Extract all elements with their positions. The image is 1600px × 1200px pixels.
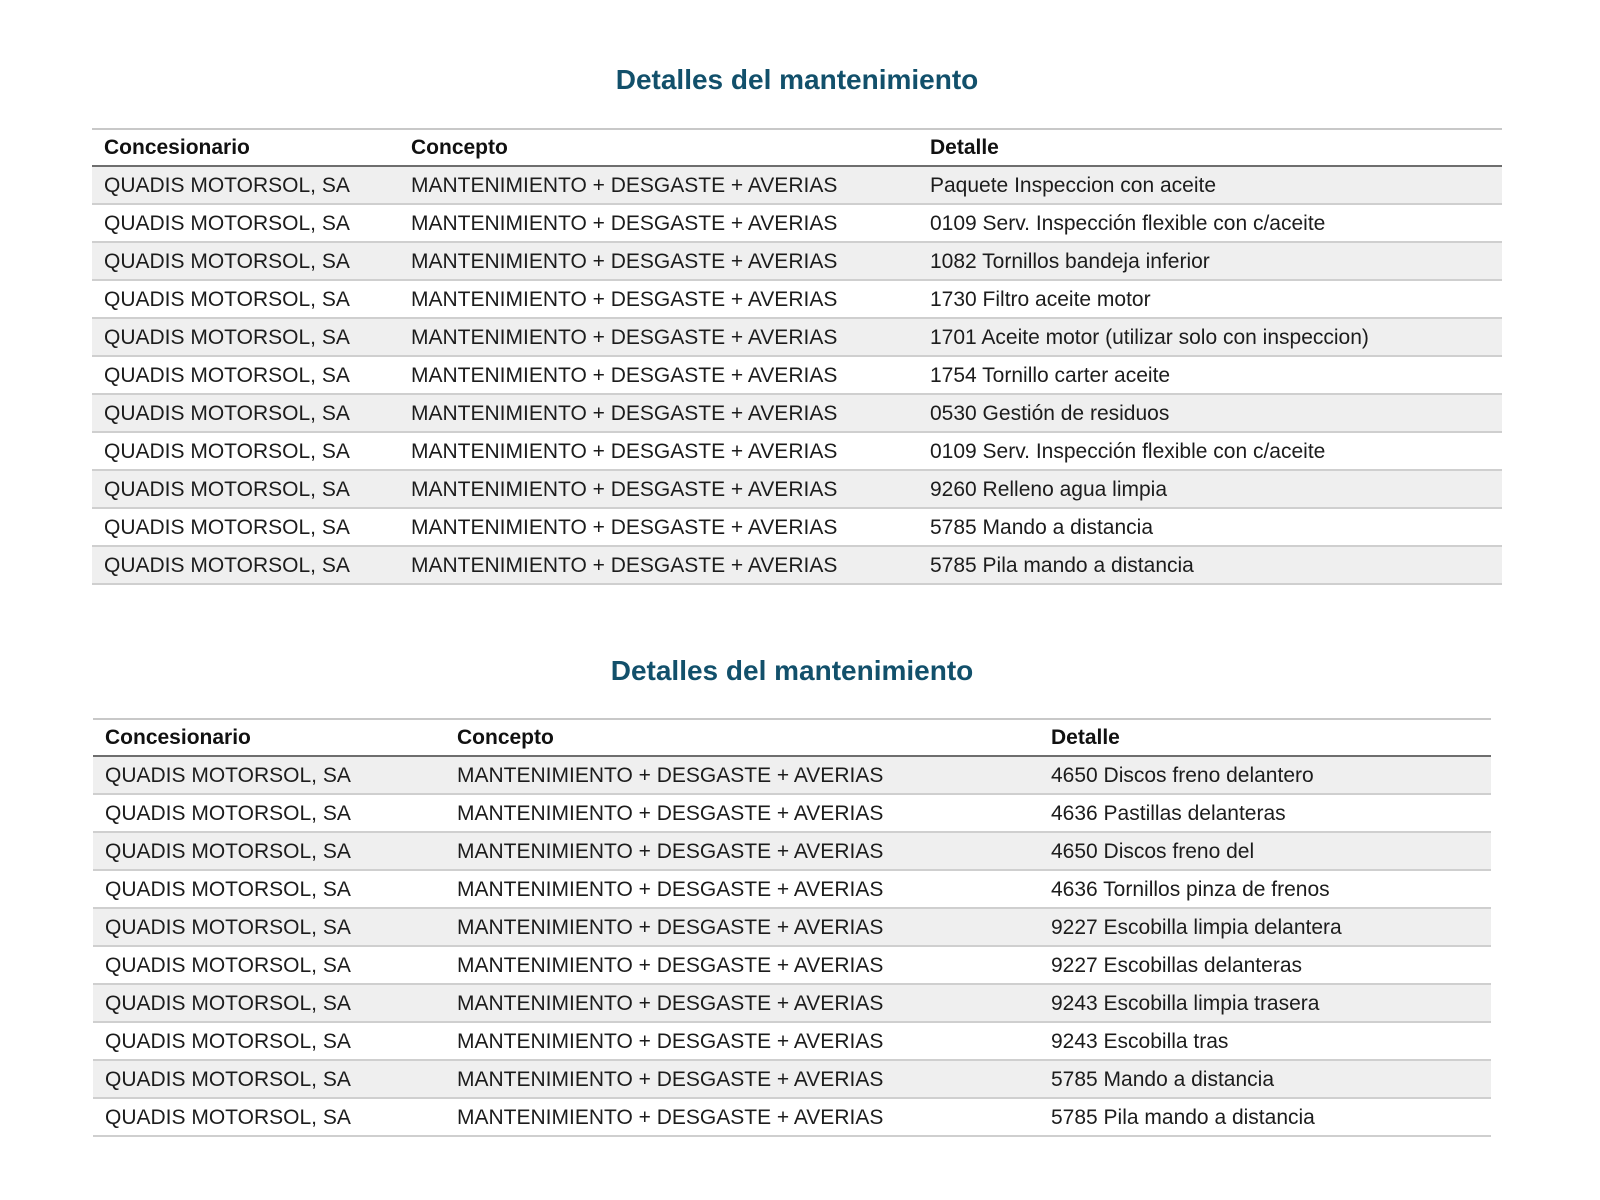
cell-concepto: MANTENIMIENTO + DESGASTE + AVERIAS (411, 515, 838, 539)
cell-detalle: 9227 Escobilla limpia delantera (1051, 915, 1342, 939)
table-row (93, 1098, 1491, 1136)
cell-concepto: MANTENIMIENTO + DESGASTE + AVERIAS (411, 401, 838, 425)
cell-concepto: MANTENIMIENTO + DESGASTE + AVERIAS (411, 249, 838, 273)
cell-concepto: MANTENIMIENTO + DESGASTE + AVERIAS (457, 839, 884, 863)
maintenance-table-2 (93, 718, 1491, 1137)
table-row (93, 984, 1491, 1022)
cell-concesionario: QUADIS MOTORSOL, SA (104, 363, 350, 387)
cell-concepto: MANTENIMIENTO + DESGASTE + AVERIAS (457, 1105, 884, 1129)
cell-concesionario: QUADIS MOTORSOL, SA (104, 439, 350, 463)
cell-concesionario: QUADIS MOTORSOL, SA (104, 401, 350, 425)
maintenance-table-1 (92, 128, 1502, 585)
cell-detalle: 1701 Aceite motor (utilizar solo con inspeccion) (930, 325, 1369, 349)
cell-concesionario: QUADIS MOTORSOL, SA (104, 211, 350, 235)
column-header-concepto: Concepto (411, 136, 508, 159)
cell-concepto: MANTENIMIENTO + DESGASTE + AVERIAS (411, 553, 838, 577)
cell-concesionario: QUADIS MOTORSOL, SA (105, 801, 351, 825)
table-row (92, 508, 1502, 546)
table-row (92, 166, 1502, 204)
cell-detalle: 0109 Serv. Inspección flexible con c/aceite (930, 211, 1326, 235)
cell-concepto: MANTENIMIENTO + DESGASTE + AVERIAS (411, 363, 838, 387)
cell-concepto: MANTENIMIENTO + DESGASTE + AVERIAS (411, 325, 838, 349)
cell-detalle: 9260 Relleno agua limpia (930, 477, 1167, 501)
cell-concesionario: QUADIS MOTORSOL, SA (105, 1105, 351, 1129)
cell-concesionario: QUADIS MOTORSOL, SA (104, 287, 350, 311)
cell-concesionario: QUADIS MOTORSOL, SA (105, 877, 351, 901)
table-row (92, 204, 1502, 242)
cell-concesionario: QUADIS MOTORSOL, SA (105, 1029, 351, 1053)
cell-detalle: 5785 Pila mando a distancia (1051, 1105, 1315, 1129)
cell-concepto: MANTENIMIENTO + DESGASTE + AVERIAS (411, 211, 838, 235)
cell-detalle: 0109 Serv. Inspección flexible con c/aceite (930, 439, 1326, 463)
cell-detalle: 4636 Tornillos pinza de frenos (1051, 877, 1330, 901)
cell-detalle: 4636 Pastillas delanteras (1051, 801, 1286, 825)
cell-concepto: MANTENIMIENTO + DESGASTE + AVERIAS (457, 801, 884, 825)
cell-detalle: 4650 Discos freno del (1051, 839, 1255, 863)
column-header-concesionario: Concesionario (104, 136, 250, 159)
cell-detalle: 5785 Mando a distancia (930, 515, 1153, 539)
cell-concesionario: QUADIS MOTORSOL, SA (105, 991, 351, 1015)
table-header-row (93, 719, 1491, 756)
column-header-detalle: Detalle (930, 136, 999, 159)
cell-detalle: 9243 Escobilla limpia trasera (1051, 991, 1320, 1015)
cell-detalle: 1754 Tornillo carter aceite (930, 363, 1171, 387)
cell-concesionario: QUADIS MOTORSOL, SA (105, 1067, 351, 1091)
cell-concepto: MANTENIMIENTO + DESGASTE + AVERIAS (411, 439, 838, 463)
column-header-concepto: Concepto (457, 726, 554, 749)
cell-concesionario: QUADIS MOTORSOL, SA (104, 553, 350, 577)
cell-concepto: MANTENIMIENTO + DESGASTE + AVERIAS (457, 991, 884, 1015)
cell-concepto: MANTENIMIENTO + DESGASTE + AVERIAS (457, 763, 884, 787)
cell-detalle: 0530 Gestión de residuos (930, 401, 1170, 425)
table-row (93, 908, 1491, 946)
cell-detalle: Paquete Inspeccion con aceite (930, 173, 1217, 197)
cell-concesionario: QUADIS MOTORSOL, SA (104, 173, 350, 197)
cell-concepto: MANTENIMIENTO + DESGASTE + AVERIAS (411, 477, 838, 501)
table-row (92, 546, 1502, 584)
table-row (92, 356, 1502, 394)
cell-concesionario: QUADIS MOTORSOL, SA (105, 839, 351, 863)
cell-concesionario: QUADIS MOTORSOL, SA (104, 249, 350, 273)
cell-detalle: 9227 Escobillas delanteras (1051, 953, 1302, 977)
cell-concesionario: QUADIS MOTORSOL, SA (105, 915, 351, 939)
cell-concepto: MANTENIMIENTO + DESGASTE + AVERIAS (457, 877, 884, 901)
cell-detalle: 1082 Tornillos bandeja inferior (930, 249, 1210, 273)
cell-concesionario: QUADIS MOTORSOL, SA (104, 325, 350, 349)
table-row (93, 832, 1491, 870)
cell-concepto: MANTENIMIENTO + DESGASTE + AVERIAS (457, 915, 884, 939)
cell-detalle: 5785 Pila mando a distancia (930, 553, 1194, 577)
cell-concepto: MANTENIMIENTO + DESGASTE + AVERIAS (457, 953, 884, 977)
cell-detalle: 4650 Discos freno delantero (1051, 763, 1314, 787)
table-row (93, 870, 1491, 908)
column-header-concesionario: Concesionario (105, 726, 251, 749)
table-body (93, 756, 1491, 1136)
table-row (93, 756, 1491, 794)
section-title: Detalles del mantenimiento (610, 655, 974, 686)
cell-concepto: MANTENIMIENTO + DESGASTE + AVERIAS (411, 287, 838, 311)
cell-concepto: MANTENIMIENTO + DESGASTE + AVERIAS (411, 173, 838, 197)
table-row (93, 946, 1491, 984)
table-row (92, 242, 1502, 280)
table-row (92, 432, 1502, 470)
table-row (93, 1060, 1491, 1098)
cell-concesionario: QUADIS MOTORSOL, SA (105, 953, 351, 977)
table-header-row (92, 129, 1502, 166)
table-body (92, 166, 1502, 584)
table-row (92, 470, 1502, 508)
cell-concesionario: QUADIS MOTORSOL, SA (104, 477, 350, 501)
cell-detalle: 1730 Filtro aceite motor (930, 287, 1151, 311)
cell-concepto: MANTENIMIENTO + DESGASTE + AVERIAS (457, 1029, 884, 1053)
cell-detalle: 9243 Escobilla tras (1051, 1029, 1229, 1053)
column-header-detalle: Detalle (1051, 726, 1120, 749)
table-row (93, 794, 1491, 832)
cell-concesionario: QUADIS MOTORSOL, SA (104, 515, 350, 539)
cell-concesionario: QUADIS MOTORSOL, SA (105, 763, 351, 787)
section-title: Detalles del mantenimiento (615, 64, 979, 95)
table-row (92, 280, 1502, 318)
cell-concepto: MANTENIMIENTO + DESGASTE + AVERIAS (457, 1067, 884, 1091)
cell-detalle: 5785 Mando a distancia (1051, 1067, 1274, 1091)
table-row (93, 1022, 1491, 1060)
table-row (92, 318, 1502, 356)
table-row (92, 394, 1502, 432)
